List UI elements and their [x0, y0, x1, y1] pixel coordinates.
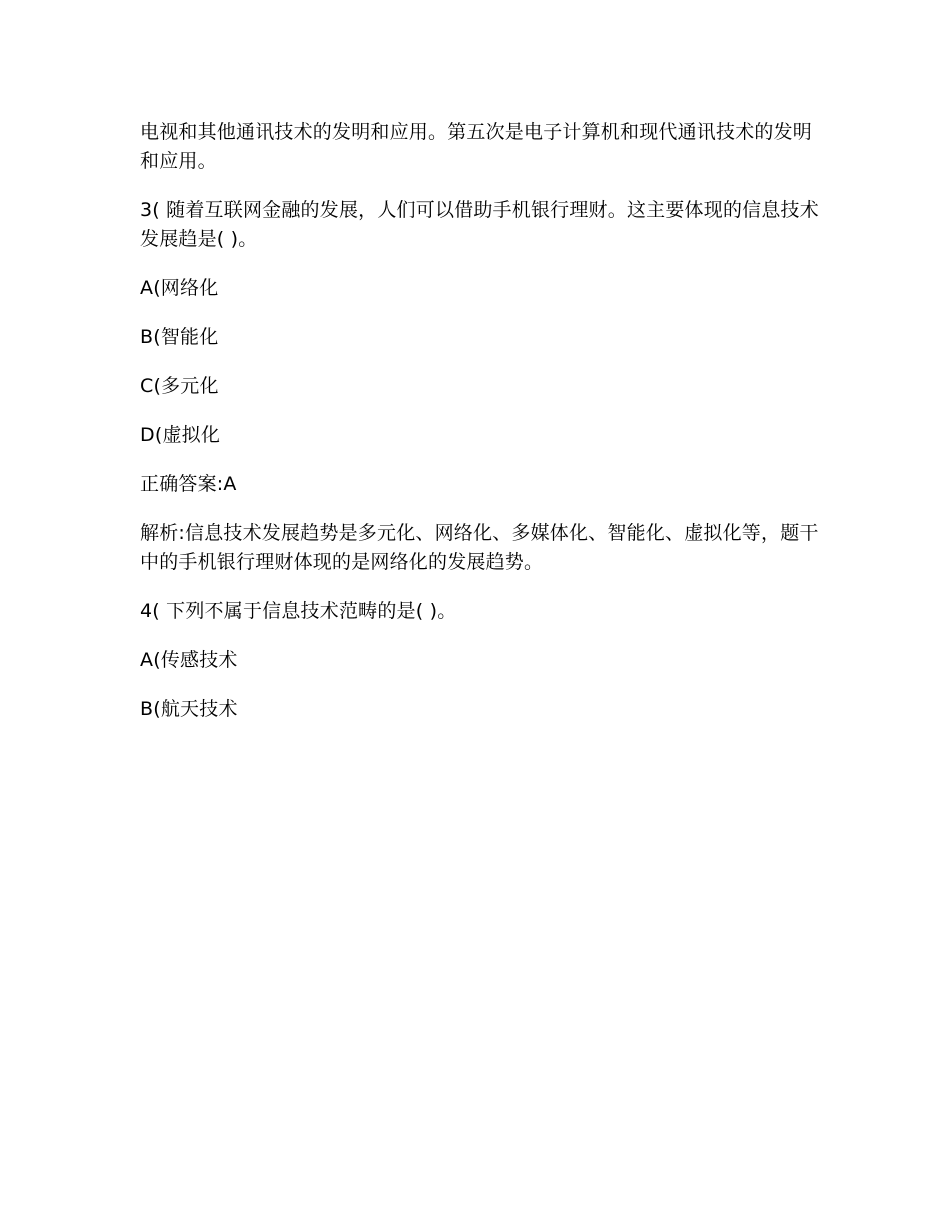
paragraph-history-continuation: 电视和其他通讯技术的发明和应用。第五次是电子计算机和现代通讯技术的发明和应用。	[140, 121, 813, 172]
question-3-option-a: A(网络化	[140, 277, 219, 299]
question-3-stem: 3( 随着互联网金融的发展，人们可以借助手机银行理财。这主要体现的信息技术发展趋是( )。	[140, 199, 819, 250]
question-3-option-d: D(虚拟化	[140, 424, 221, 446]
question-4-option-a: A(传感技术	[140, 649, 238, 671]
question-4-stem: 4( 下列不属于信息技术范畴的是( )。	[140, 600, 457, 622]
question-3-option-c: C(多元化	[140, 375, 219, 397]
question-3-explanation: 解析:信息技术发展趋势是多元化、网络化、多媒体化、智能化、虚拟化等，题干中的手机银行理财体现的是网络化的发展趋势。	[140, 522, 819, 573]
question-4-option-b: B(航天技术	[140, 698, 238, 720]
question-3-option-b: B(智能化	[140, 326, 219, 348]
document-body	[140, 118, 820, 744]
question-3-answer: 正确答案:A	[140, 473, 237, 495]
